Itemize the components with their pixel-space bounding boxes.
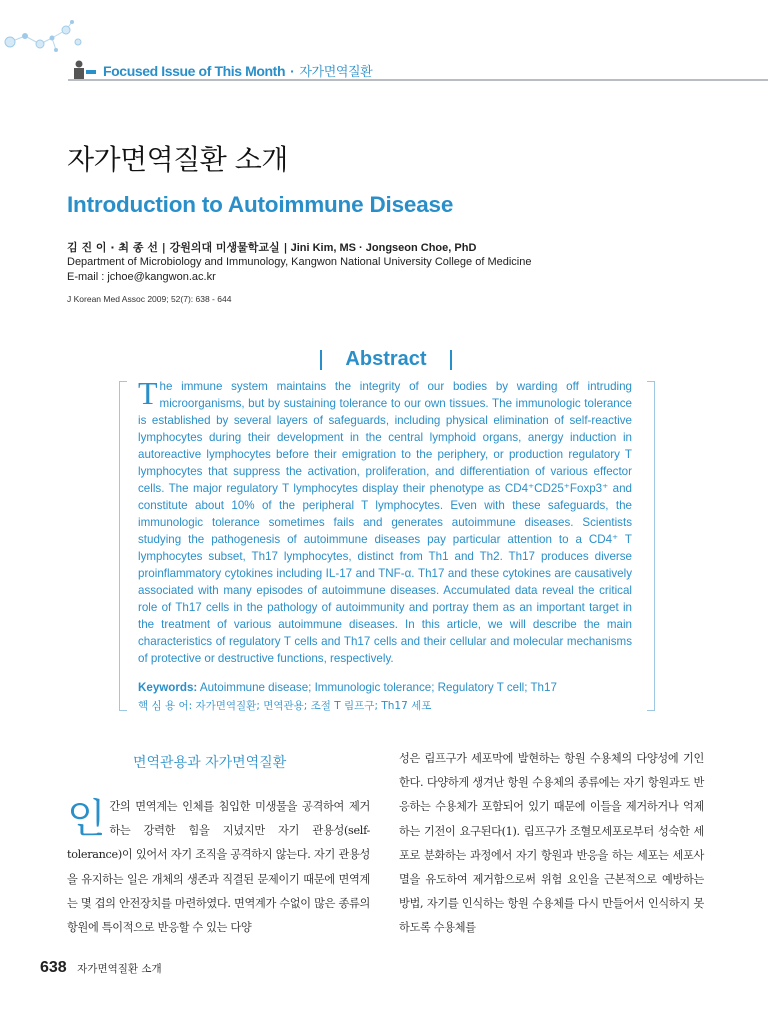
- molecule-decoration-icon: [0, 0, 100, 90]
- abstract-heading-label: Abstract: [345, 348, 427, 370]
- authors-kr: 김 진 이 · 최 종 선 | 강원의대 미생물학교실 |: [67, 241, 288, 254]
- citation: J Korean Med Assoc 2009; 52(7): 638 - 644: [67, 294, 232, 304]
- author-line: [67, 239, 476, 255]
- abstract-bracket-left: [119, 381, 127, 711]
- running-title: 자가면역질환 소개: [77, 963, 162, 975]
- abstract-paragraph: he immune system maintains the integrity of our bodies by warding off intruding microorganisms, but by sustaining tolerance to our own tissues. The immunologic tolerance is established by several layers of safeguards, including physical elimination of self-reactive lymphocytes during their development in the central lymphoid organs, anergy induction in autoreactive lymphocytes before their emigration to the periphery, or production regulatory T lymphocytes that suppress the activation, proliferation, and differentiation of various effector cells. The major regulatory T lymphocytes display their phenotype as CD4⁺CD25⁺Foxp3⁺ and constitute about 10% of the peripheral T lymphocytes. Even with these safeguards, the immunologic tolerance sometimes fails and generates autoimmune diseases. Scientists studying the pathogenesis of autoimmune diseases pay particular attention to a CD4⁺ T lymphocytes subset, Th17 lymphocytes, distinct from Th1 and Th2. Th17 produces diverse proinflammatory cytokines including IL-17 and TNF-α. Th17 and these cytokines are causatively associated with many episodes of autoimmune diseases. Accumulated data reveal the critical role of Th17 cells in the pathology of autoimmunity and portray them as an important target in the treatment of various autoimmune diseases. In this article, we will describe the main characteristics of regulatory T cells and Th17 cells and their cellular and molecular mechanisms of protective or destructive functions, respectively.: [138, 380, 632, 665]
- body-right-paragraph: 성은 림프구가 세포막에 발현하는 항원 수용체의 다양성에 기인한다. 다양하게 생겨난 항원 수용체의 종류에는 자기 항원과도 반응하는 수용체가 포함되어 있기 때문에 이들을 제거하거나 억제하는 기전이 요구된다(1). 림프구가 조혈모세포로부터 성숙한 세포로 분화하는 과정에서 자기 항원과 반응을 하는 세포는 세포사멸을 유도하여 제거함으로써 위험 요인을 근본적으로 예방하는 방법, 자기를 인식하는 항원 수용체를 다시 만들어서 인식하지 못하도록 수용체를: [399, 752, 704, 935]
- keywords-kr-label: 핵 심 용 어:: [138, 700, 193, 712]
- article-title-kr: 자가면역질환 소개: [67, 143, 288, 176]
- series-title: [103, 61, 372, 80]
- abstract-heading-bar-right: [450, 350, 452, 370]
- page-number: 638: [40, 959, 67, 976]
- series-separator: ·: [290, 63, 295, 79]
- authors-en: Jini Kim, MS · Jongseon Choe, PhD: [290, 242, 477, 254]
- abstract-heading: [316, 348, 456, 372]
- body-column-left: [67, 795, 370, 940]
- article-title-en: Introduction to Autoimmune Disease: [67, 192, 454, 217]
- body-column-right: [399, 747, 704, 941]
- body-dropcap: 인: [67, 796, 106, 842]
- department: Department of Microbiology and Immunology, Kangwon National University College of Medicine: [67, 256, 532, 268]
- body-left-paragraph: 간의 면역계는 인체를 침입한 미생물을 공격하여 제거하는 강력한 힘을 지녔지만 자기 관용성(self-tolerance)이 있어서 자기 조직을 공격하지 않는다. 자기 관용성을 유지하는 일은 개체의 생존과 직결된 문제이기 때문에 면역계는 몇 겹의 안전장치를 마련하였다. 면역계가 수없이 많은 종류의 항원에 특이적으로 반응할 수 있는 다양: [67, 800, 370, 935]
- keywords-kr-list: 자가면역질환; 면역관용; 조절 T 림프구; Th17 세포: [195, 700, 432, 712]
- keywords-label: Keywords:: [138, 681, 198, 694]
- abstract-dropcap: T: [138, 375, 158, 411]
- keywords-list: Autoimmune disease; Immunologic tolerance; Regulatory T cell; Th17: [199, 681, 557, 694]
- page-footer: [40, 959, 162, 981]
- page-header: [0, 0, 768, 90]
- section-heading: 면역관용과 자가면역질환: [133, 755, 287, 771]
- author-email: E-mail : jchoe@kangwon.ac.kr: [67, 271, 216, 283]
- keywords-kr: [138, 698, 638, 713]
- abstract-text: [138, 375, 632, 667]
- series-title-en: Focused Issue of This Month: [103, 63, 286, 79]
- series-title-kr: 자가면역질환: [299, 65, 373, 80]
- abstract-bracket-right: [647, 381, 655, 711]
- keywords: [138, 681, 638, 694]
